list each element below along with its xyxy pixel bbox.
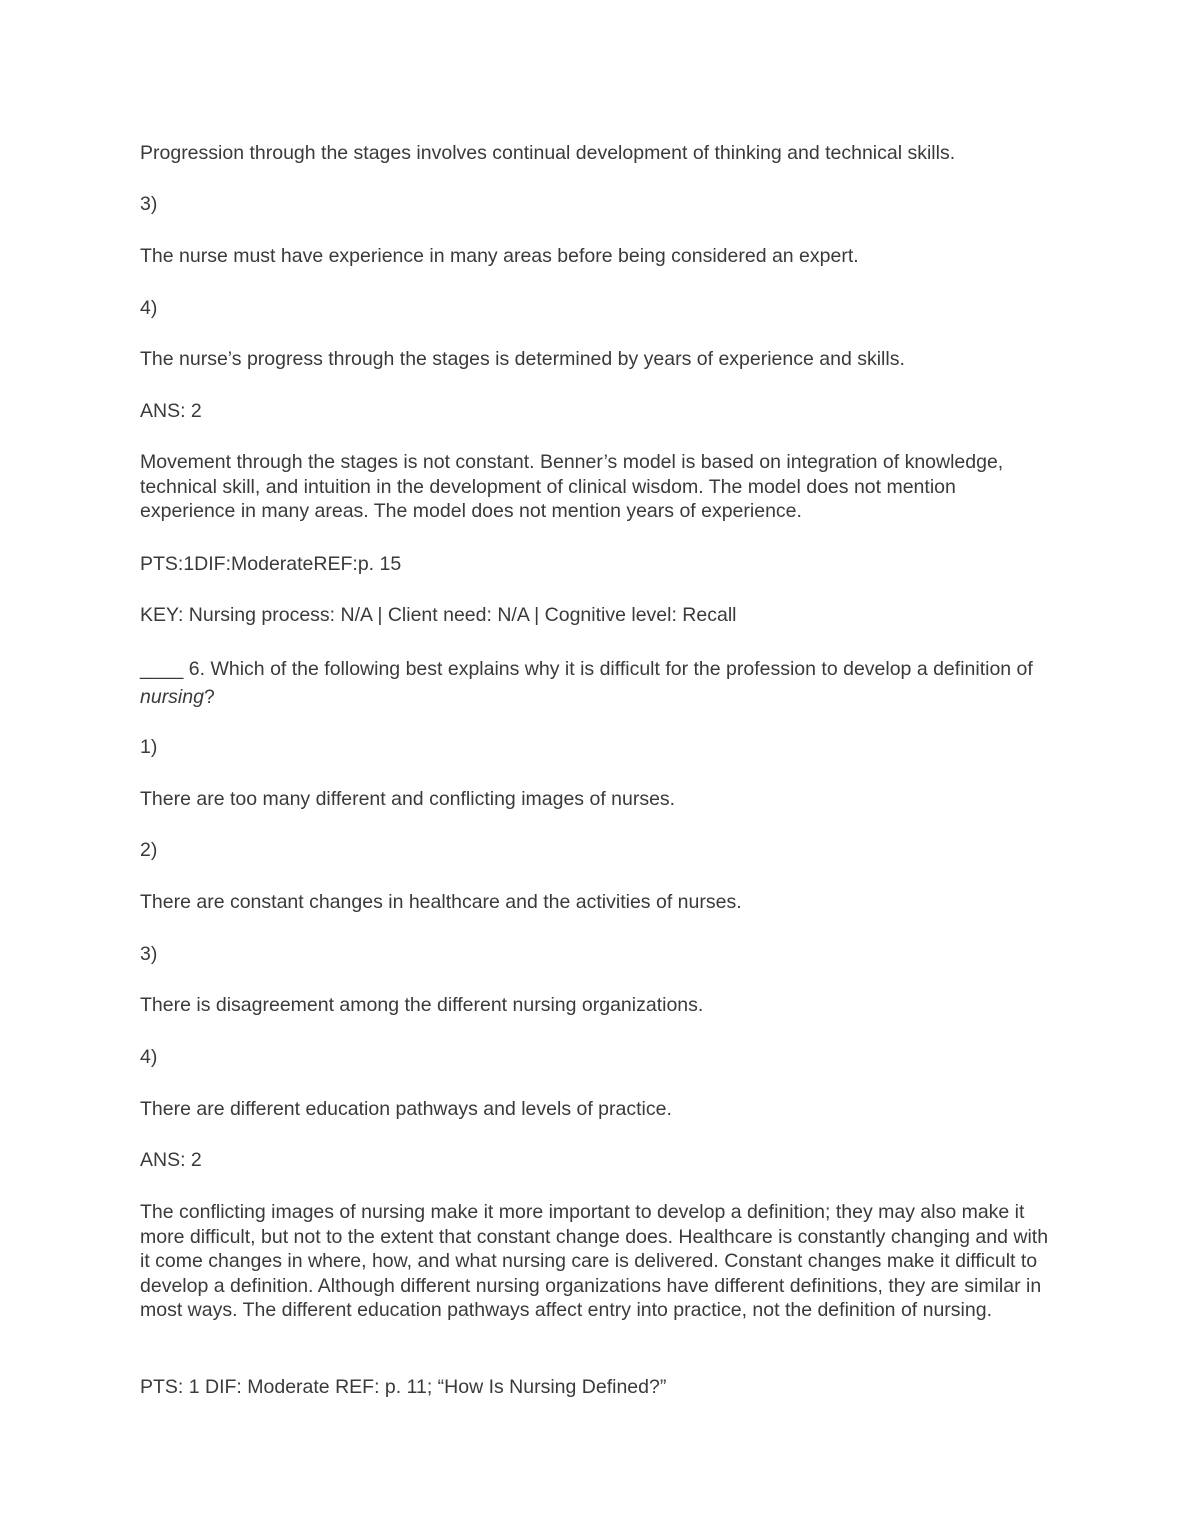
question-6 xyxy=(140,655,1050,711)
question-6-prefix: ____ 6. Which of the following best explains why it is difficult for the profession to develop a definition of xyxy=(140,658,1033,680)
q6-option-3-label: 3) xyxy=(140,943,158,965)
rationale-q5: Movement through the stages is not constant. Benner’s model is based on integration of knowledge, technical skill, and intuition in the development of clinical wisdom. The model does not mention experience in many areas. The model does not mention years of experience. xyxy=(140,451,1004,522)
option-4-label: 4) xyxy=(140,297,158,319)
pts-q6: PTS: 1 DIF: Moderate REF: p. 11; “How Is Nursing Defined?” xyxy=(140,1376,667,1398)
pts-q5: PTS:1DIF:ModerateREF:p. 15 xyxy=(140,553,402,575)
q6-option-3-text: There is disagreement among the different nursing organizations. xyxy=(140,994,704,1016)
q6-option-1-label: 1) xyxy=(140,736,158,758)
key-q5: KEY: Nursing process: N/A | Client need: N/A | Cognitive level: Recall xyxy=(140,604,737,626)
q6-option-2-label: 2) xyxy=(140,839,158,861)
option-4-text: The nurse’s progress through the stages is determined by years of experience and skills. xyxy=(140,348,905,370)
rationale-q6: The conflicting images of nursing make it more important to develop a definition; they may also make it more difficult, but not to the extent that constant change does. Healthcare is constantly changing and with it come changes in where, how, and what nursing care is delivered. Constant changes make it difficult to develop a definition. Although different nursing organizations have different definitions, they are similar in most ways. The different education pathways affect entry into practice, not the definition of nursing. xyxy=(140,1201,1049,1321)
q6-option-4-text: There are different education pathways and levels of practice. xyxy=(140,1098,672,1120)
q6-option-1-text: There are too many different and conflicting images of nurses. xyxy=(140,788,676,810)
question-6-suffix: ? xyxy=(203,686,215,708)
question-6-emphasis: nursing xyxy=(140,686,204,708)
option-2-text: Progression through the stages involves continual development of thinking and technical skills. xyxy=(140,142,956,164)
option-3-label: 3) xyxy=(140,193,158,215)
q6-option-4-label: 4) xyxy=(140,1046,158,1068)
answer-q5: ANS: 2 xyxy=(140,400,202,422)
answer-q6: ANS: 2 xyxy=(140,1149,202,1171)
option-3-text: The nurse must have experience in many areas before being considered an expert. xyxy=(140,245,859,267)
q6-option-2-text: There are constant changes in healthcare and the activities of nurses. xyxy=(140,891,742,913)
